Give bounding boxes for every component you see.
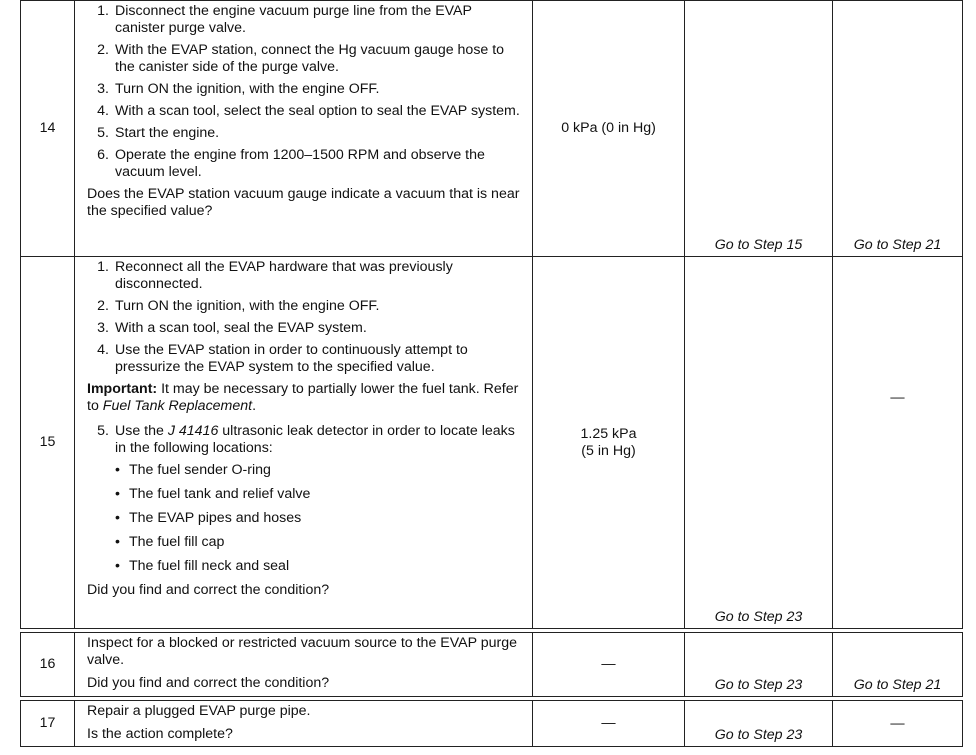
fuel-tank-replacement-ref[interactable]: Fuel Tank Replacement [102,398,253,414]
goto-yes-15[interactable]: Go to Step 23 [714,609,803,625]
goto-yes-17[interactable]: Go to Step 23 [714,727,803,743]
no-value-17: — [890,715,905,731]
value-line-2: (5 in Hg) [581,442,636,459]
action-cell-16 [75,633,533,697]
list-item: 3. Turn ON the ignition, with the engine OFF. [97,81,380,97]
step-17-action: Repair a plugged EVAP purge pipe. [87,703,311,719]
bullet-icon: • [115,510,120,526]
list-item: • The fuel sender O-ring [115,462,271,478]
table-row-step-15 [21,257,963,629]
list-item: • The fuel fill neck and seal [115,558,290,574]
bullet-icon: • [115,558,120,574]
action-cell-17 [75,701,533,747]
step-15-question: Did you find and correct the condition? [87,582,330,598]
list-item: 4. Use the EVAP station in order to continuously attempt to pressurize the EVAP system to the specified value. [97,342,468,375]
no-cell-16 [833,633,963,697]
bullet-icon: • [115,486,120,502]
table-row-step-16 [21,633,963,697]
bullet-icon: • [115,534,120,550]
table-row-step-14 [21,1,963,257]
list-item: 5. Start the engine. [97,125,220,141]
bullet-icon: • [115,462,120,478]
list-item: 1. Reconnect all the EVAP hardware that was previously disconnected. [97,259,453,292]
important-note: Important: It may be necessary to partially lower the fuel tank. Refer to Fuel Tank Replacement. [87,381,519,414]
step-number-15: 15 [21,257,75,629]
list-item: • The fuel fill cap [115,534,225,550]
goto-no-14[interactable]: Go to Step 21 [853,237,942,253]
step-16-question: Did you find and correct the condition? [87,675,330,691]
tool-ref: J 41416 [167,423,219,439]
list-item: 2. Turn ON the ignition, with the engine OFF. [97,298,380,314]
list-item: 2. With the EVAP station, connect the Hg vacuum gauge hose to the canister side of the purge valve. [97,42,505,75]
list-item: 6. Operate the engine from 1200–1500 RPM and observe the vacuum level. [97,147,485,180]
yes-cell-15 [685,257,833,629]
action-cell-14 [75,1,533,257]
list-item: • The fuel tank and relief valve [115,486,311,502]
step-15-list-cont [87,423,524,457]
goto-no-16[interactable]: Go to Step 21 [853,677,942,693]
step-15-list [87,259,524,376]
value-cell-15 [533,257,685,629]
list-item: 4. With a scan tool, select the seal option to seal the EVAP system. [97,103,520,119]
yes-cell-17 [685,701,833,747]
yes-cell-16 [685,633,833,697]
value-cell-16: — [533,633,685,697]
diagnostic-table [20,0,963,747]
goto-yes-14[interactable]: Go to Step 15 [714,237,803,253]
step-number-14: 14 [21,1,75,257]
step-14-question: Does the EVAP station vacuum gauge indicate a vacuum that is near the specified value? [87,186,520,219]
list-item: • The EVAP pipes and hoses [115,510,302,526]
value-cell-17: — [533,701,685,747]
list-item: 1. Disconnect the engine vacuum purge line from the EVAP canister purge valve. [97,3,472,36]
leak-locations-list [115,462,524,575]
yes-cell-14 [685,1,833,257]
step-number-16: 16 [21,633,75,697]
value-cell-14: 0 kPa (0 in Hg) [533,1,685,257]
value-line-1: 1.25 kPa [580,425,637,442]
no-cell-15 [833,257,963,629]
no-cell-14 [833,1,963,257]
action-cell-15 [75,257,533,629]
step-14-list [87,3,524,181]
no-value-15: — [890,389,905,406]
list-item: 3. With a scan tool, seal the EVAP system. [97,320,367,336]
no-cell-17 [833,701,963,747]
goto-yes-16[interactable]: Go to Step 23 [714,677,803,693]
step-number-17: 17 [21,701,75,747]
table-row-step-17 [21,701,963,747]
list-item: 5. Use the J 41416 ultrasonic leak detector in order to locate leaks in the following locations: [97,423,515,456]
step-16-action: Inspect for a blocked or restricted vacuum source to the EVAP purge valve. [87,635,518,668]
step-17-question: Is the action complete? [87,726,233,742]
